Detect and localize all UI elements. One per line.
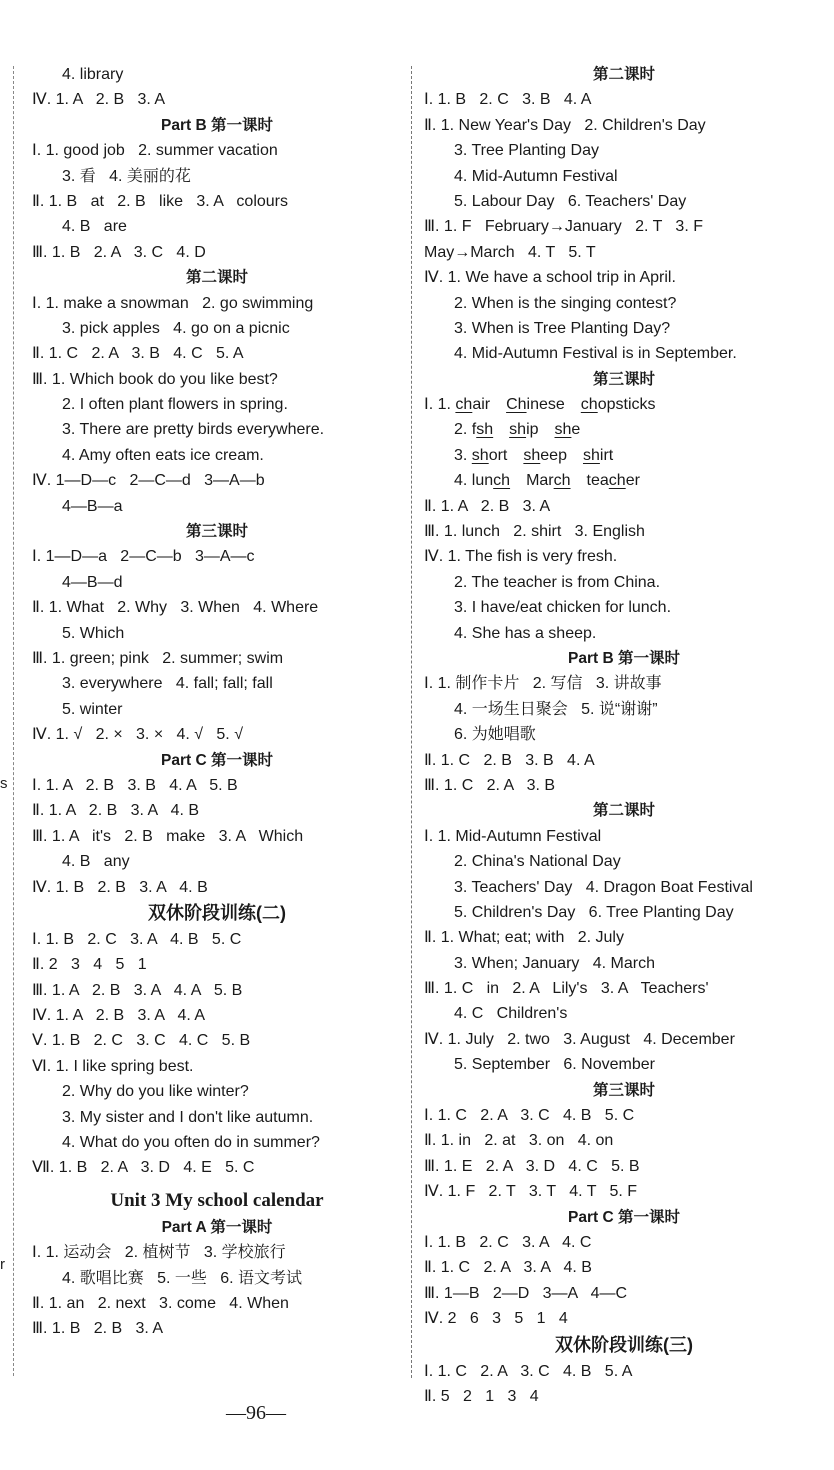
answer-prefix: 2. — [454, 421, 472, 439]
answer-line: Ⅳ. 1. B 2. B 3. A 4. B — [32, 878, 208, 896]
answer-line: Ⅰ. 1. Mid-Autumn Festival — [424, 827, 602, 845]
underlined-letters: ch — [553, 472, 571, 490]
answer-line: 2. China's National Day — [454, 853, 621, 871]
answer-line: Ⅰ. 1. good job 2. summer vacation — [32, 142, 278, 160]
answer-line: Ⅰ. 1. C 2. A 3. C 4. B 5. A — [424, 1362, 633, 1380]
underlined-letters: Ch — [506, 396, 527, 414]
section-heading: 第三课时 — [185, 523, 248, 541]
phonics-word — [455, 396, 490, 413]
underlined-letters: ch — [608, 472, 626, 490]
answer-line — [424, 468, 824, 493]
section-heading: 第二课时 — [592, 66, 655, 83]
word-part: inese — [526, 396, 565, 414]
section-heading: 双休阶段训练(二) — [148, 902, 286, 923]
word-part: tea — [586, 472, 609, 490]
section-heading: Part B 第一课时 — [568, 649, 680, 667]
page-number: —96— — [226, 1402, 286, 1424]
answer-line: 4. Mid-Autumn Festival — [454, 167, 618, 185]
phonics-word — [555, 421, 581, 438]
answer-line: Ⅳ. 1—D—c 2—C—d 3—A—b — [32, 472, 265, 490]
answer-line: 2. I often plant flowers in spring. — [62, 396, 288, 414]
answer-line: Ⅳ. 1. The fish is very fresh. — [424, 548, 618, 566]
answer-line: Ⅱ. 1. an 2. next 3. come 4. When — [32, 1294, 289, 1312]
word-part: lun — [471, 472, 494, 490]
answer-line: Ⅰ. 1—D—a 2—C—b 3—A—c — [32, 548, 255, 566]
answer-line: Ⅱ. 1. A 2. B 3. A 4. B — [32, 802, 200, 820]
answer-line: Ⅲ. 1—B 2—D 3—A 4—C — [424, 1284, 628, 1302]
right-answer-column — [424, 62, 824, 1409]
answer-line: 5. Which — [62, 624, 125, 642]
answer-line: Ⅳ. 1. A 2. B 3. A — [32, 91, 166, 109]
margin-fragment: s — [0, 775, 8, 792]
answer-line: Ⅰ. 1. make a snowman 2. go swimming — [32, 294, 314, 312]
answer-line: Ⅱ. 1. in 2. at 3. on 4. on — [424, 1132, 614, 1150]
answer-line: 5. winter — [62, 700, 123, 718]
section-heading: Part C 第一课时 — [161, 751, 273, 769]
phonics-word — [587, 472, 640, 489]
answer-line: Ⅰ. 1. B 2. C 3. B 4. A — [424, 91, 592, 109]
underlined-letters: sh — [523, 446, 541, 464]
answer-line: Ⅲ. 1. C in 2. A Lily's 3. A Teachers' — [424, 980, 709, 998]
answer-line: 3. 看 4. 美丽的花 — [62, 167, 191, 185]
margin-fragment: r — [0, 1256, 5, 1273]
underlined-letters: sh — [471, 446, 489, 464]
underlined-letters: ch — [580, 396, 598, 414]
answer-line: Ⅱ. 5 2 1 3 4 — [424, 1387, 539, 1405]
answer-line: Ⅵ. 1. I like spring best. — [32, 1057, 194, 1075]
answer-line: Ⅱ. 1. C 2. B 3. B 4. A — [424, 751, 595, 769]
section-heading: Part B 第一课时 — [161, 116, 273, 134]
answer-line: Ⅰ. 1. A 2. B 3. B 4. A 5. B — [32, 776, 238, 794]
answer-line: 4. 歌唱比赛 5. 一些 6. 语文考试 — [62, 1269, 303, 1287]
answer-line: Ⅲ. 1. C 2. A 3. B — [424, 776, 556, 794]
phonics-word — [472, 472, 510, 489]
answer-line: 2. The teacher is from China. — [454, 573, 661, 591]
answer-line — [424, 392, 824, 417]
section-heading: 双休阶段训练(三) — [555, 1334, 693, 1355]
answer-line: Ⅴ. 1. B 2. C 3. C 4. C 5. B — [32, 1032, 251, 1050]
answer-line: Ⅰ. 1. 运动会 2. 植树节 3. 学校旅行 — [32, 1244, 286, 1262]
answer-prefix: Ⅰ. 1. — [424, 396, 456, 414]
column-divider — [411, 66, 412, 1378]
answer-line: Ⅶ. 1. B 2. A 3. D 4. E 5. C — [32, 1159, 255, 1177]
answer-line: 4. Mid-Autumn Festival is in September. — [454, 345, 737, 363]
phonics-word — [506, 396, 565, 413]
word-part: e — [571, 421, 581, 439]
underlined-letters: ch — [493, 472, 511, 490]
answer-line: Ⅱ. 1. A 2. B 3. A — [424, 497, 551, 515]
answer-line: 2. Why do you like winter? — [62, 1083, 249, 1101]
answer-line: 4. C Children's — [454, 1005, 568, 1023]
answer-line: Ⅲ. 1. B 2. A 3. C 4. D — [32, 243, 206, 261]
left-page-edge — [13, 66, 14, 1376]
answer-line: 3. My sister and I don't like autumn. — [62, 1108, 314, 1126]
answer-line: 5. Labour Day 6. Teachers' Day — [454, 192, 687, 210]
answer-line: 4. library — [62, 66, 124, 83]
answer-line: Ⅳ. 1. √ 2. × 3. × 4. √ 5. √ — [32, 726, 243, 744]
answer-line: 3. Tree Planting Day — [454, 142, 599, 160]
word-part: Mar — [526, 472, 554, 490]
answer-prefix: 3. — [454, 446, 472, 464]
answer-line: 3. I have/eat chicken for lunch. — [454, 599, 672, 617]
word-part: ip — [526, 421, 539, 439]
section-heading: Part C 第一课时 — [568, 1208, 680, 1226]
answer-line: Ⅳ. 2 6 3 5 1 4 — [424, 1310, 568, 1328]
answer-line: 4—B—a — [62, 497, 123, 515]
answer-line: 4. 一场生日聚会 5. 说“谢谢” — [454, 700, 658, 718]
answer-prefix: 4. — [454, 472, 472, 490]
answer-line: Ⅱ. 1. New Year's Day 2. Children's Day — [424, 116, 706, 134]
phonics-word — [523, 447, 567, 464]
answer-line: 4. B are — [62, 218, 127, 236]
answer-line: Ⅰ. 1. 制作卡片 2. 写信 3. 讲故事 — [424, 675, 662, 693]
underlined-letters: sh — [476, 421, 494, 439]
answer-line: Ⅳ. 1. A 2. B 3. A 4. A — [32, 1007, 206, 1025]
word-part: ort — [488, 446, 508, 464]
answer-line: 3. pick apples 4. go on a picnic — [62, 319, 290, 337]
answer-line: 3. When is Tree Planting Day? — [454, 319, 671, 337]
answer-line — [424, 417, 824, 442]
word-part: irt — [599, 446, 614, 464]
answer-line: Ⅰ. 1. B 2. C 3. A 4. B 5. C — [32, 930, 242, 948]
word-part: er — [625, 472, 640, 490]
answer-line: Ⅱ. 1. What 2. Why 3. When 4. Where — [32, 599, 319, 617]
underlined-letters: sh — [509, 421, 527, 439]
answer-line: Ⅱ. 2 3 4 5 1 — [32, 956, 147, 974]
answer-line: Ⅲ. 1. F February→January 2. T 3. F — [424, 218, 703, 236]
answer-line: 4. B any — [62, 853, 130, 871]
answer-line: 3. everywhere 4. fall; fall; fall — [62, 675, 273, 693]
answer-line: 3. Teachers' Day 4. Dragon Boat Festival — [454, 878, 753, 896]
left-answer-column — [32, 62, 402, 1342]
answer-line: 4. What do you often do in summer? — [62, 1134, 320, 1152]
answer-line: Ⅰ. 1. B 2. C 3. A 4. C — [424, 1233, 592, 1251]
section-heading: 第三课时 — [592, 370, 655, 388]
answer-line: 6. 为她唱歌 — [454, 726, 536, 744]
answer-line: Ⅲ. 1. A it's 2. B make 3. A Which — [32, 827, 304, 845]
answer-line: Ⅲ. 1. E 2. A 3. D 4. C 5. B — [424, 1157, 640, 1175]
answer-line: May→March 4. T 5. T — [424, 243, 596, 261]
answer-line: Ⅲ. 1. A 2. B 3. A 4. A 5. B — [32, 981, 243, 999]
underlined-letters: sh — [554, 421, 572, 439]
phonics-word — [583, 447, 613, 464]
answer-line: 2. When is the singing contest? — [454, 294, 677, 312]
word-part: f — [471, 421, 477, 439]
answer-line: Ⅱ. 1. C 2. A 3. A 4. B — [424, 1259, 592, 1277]
underlined-letters: ch — [455, 396, 473, 414]
answer-line: Ⅳ. 1. July 2. two 3. August 4. December — [424, 1030, 735, 1048]
phonics-word — [581, 396, 656, 413]
answer-line: Ⅰ. 1. C 2. A 3. C 4. B 5. C — [424, 1107, 635, 1125]
answer-line: Ⅲ. 1. B 2. B 3. A — [32, 1320, 164, 1338]
answer-line: 4. She has a sheep. — [454, 624, 597, 642]
word-part: eep — [540, 446, 567, 464]
answer-line: 3. When; January 4. March — [454, 954, 655, 972]
answer-line: 5. Children's Day 6. Tree Planting Day — [454, 903, 734, 921]
answer-line: Ⅲ. 1. green; pink 2. summer; swim — [32, 649, 284, 667]
section-heading: 第三课时 — [592, 1081, 655, 1099]
phonics-word — [509, 421, 538, 438]
answer-line: Ⅳ. 1. F 2. T 3. T 4. T 5. F — [424, 1183, 638, 1201]
answer-line: Ⅲ. 1. Which book do you like best? — [32, 370, 278, 388]
answer-line: Ⅱ. 1. C 2. A 3. B 4. C 5. A — [32, 345, 244, 363]
section-heading: 第二课时 — [592, 802, 655, 820]
answer-line — [424, 443, 824, 468]
section-heading: 第二课时 — [185, 269, 248, 287]
section-heading: Part A 第一课时 — [161, 1218, 273, 1236]
word-part: opsticks — [597, 396, 656, 414]
answer-line: 4. Amy often eats ice cream. — [62, 446, 264, 464]
answer-line: 3. There are pretty birds everywhere. — [62, 421, 325, 439]
answer-line: 4—B—d — [62, 573, 123, 591]
answer-line: Ⅲ. 1. lunch 2. shirt 3. English — [424, 523, 645, 541]
word-part: air — [472, 396, 491, 414]
answer-line: Ⅳ. 1. We have a school trip in April. — [424, 269, 676, 287]
phonics-word — [472, 447, 508, 464]
answer-line: 5. September 6. November — [454, 1056, 655, 1074]
underlined-letters: sh — [582, 446, 600, 464]
answer-line: Ⅱ. 1. What; eat; with 2. July — [424, 929, 624, 947]
answer-line: Ⅱ. 1. B at 2. B like 3. A colours — [32, 192, 288, 210]
phonics-word — [526, 472, 570, 489]
unit-title: Unit 3 My school calendar — [110, 1189, 324, 1211]
phonics-word — [472, 421, 493, 438]
